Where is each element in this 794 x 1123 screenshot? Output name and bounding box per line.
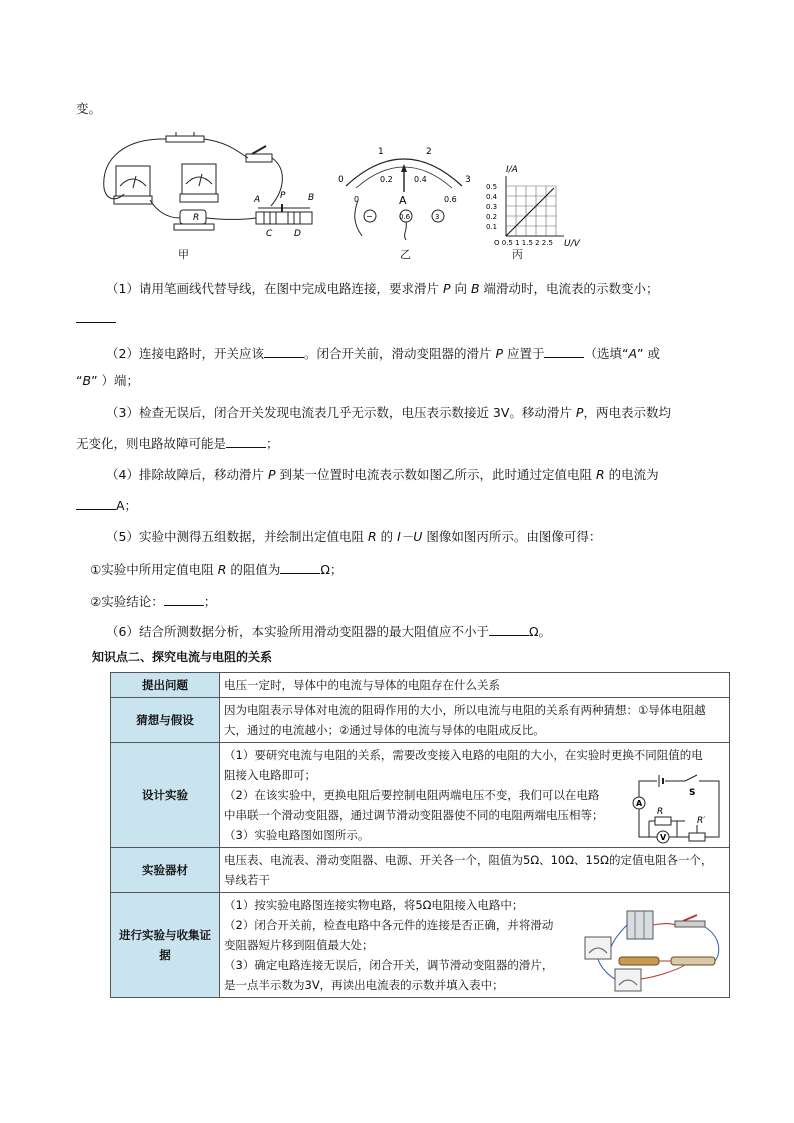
graph-y-tick-03: 0.3 [486, 203, 498, 211]
terminal-3: 3 [435, 213, 440, 221]
label-A: A [254, 195, 261, 205]
question-2: （2）连接电路时，开关应该 。闭合开关前，滑动变阻器的滑片 P 应置于 （选填“A” 或 [106, 346, 660, 361]
question-3: （3）检查无误后，闭合开关发现电流表几乎无示数，电压表示数接近 3V。移动滑片 P，两电表示数均 [106, 405, 671, 420]
question-4-blank[interactable] [76, 496, 116, 510]
table-row [111, 698, 730, 743]
terminal-minus: − [366, 212, 373, 221]
graph-y-tick-04: 0.4 [486, 193, 498, 201]
graph-x-ticks: O 0.5 1 1.5 2 2.5 [494, 239, 553, 247]
section-title: 知识点二、探究电流与电阻的关系 [92, 650, 273, 664]
table-head-cell: 进行实验与收集证据 [111, 893, 220, 998]
table-row [111, 848, 730, 893]
table-row [111, 743, 730, 848]
scale-bottom-04: 0.4 [414, 175, 427, 184]
table-body-cell: 电压一定时，导体中的电流与导体的电阻存在什么关系 [220, 673, 730, 698]
ammeter-unit: A [399, 194, 407, 207]
table-body-cell: 因为电阻表示导体对电流的阻碍作用的大小，所以电流与电阻的关系有两种猜想：①导体电阻越 大，通过的电流越小；②通过导体的电流与导体的电阻成反比。 [220, 698, 730, 743]
question-5-part-1: ①实验中所用定值电阻 R 的阻值为 Ω； [90, 562, 343, 577]
table-head-cell: 实验器材 [111, 848, 220, 893]
knowledge-table [110, 672, 730, 998]
apparatus-illustration [575, 907, 725, 997]
question-2-line-2: “B” ）端； [76, 373, 140, 388]
question-6-blank[interactable] [489, 622, 529, 636]
figure-jia-label: 甲 [178, 248, 189, 261]
question-2-blank-1[interactable] [264, 344, 304, 358]
circuit-label-Rp: R′ [697, 816, 706, 826]
question-1: （1）请用笔画线代替导线，在图中完成电路连接，要求滑片 P 向 B 端滑动时，电流表的示数变小； [106, 281, 659, 296]
question-5-blank-1[interactable] [280, 560, 320, 574]
question-6: （6）结合所测数据分析，本实验所用滑动变阻器的最大阻值应不小于 Ω。 [106, 624, 552, 639]
scale-bottom-02: 0.2 [380, 175, 393, 184]
question-4: （4）排除故障后，移动滑片 P 到某一位置时电流表示数如图乙所示，此时通过定值电阻 R 的电流为 [106, 467, 659, 482]
label-B: B [308, 193, 315, 203]
label-P: P [280, 191, 286, 201]
figure-yi-label: 乙 [400, 248, 411, 261]
terminal-06: 0.6 [399, 213, 411, 221]
circuit-diagram [627, 771, 723, 851]
question-3-blank[interactable] [226, 434, 266, 448]
question-1-answer-blank[interactable] [76, 310, 116, 323]
table-row [111, 673, 730, 698]
question-5-part-2: ②实验结论： ； [90, 594, 217, 609]
figure-yi-ammeter [334, 140, 474, 240]
table-head-cell: 提出问题 [111, 673, 220, 698]
intro-tail: 变。 [76, 101, 102, 116]
question-4-line-2: A； [76, 496, 137, 515]
scale-top-3: 3 [465, 175, 471, 185]
question-2-blank-2[interactable] [544, 344, 584, 358]
scale-top-1: 1 [378, 147, 384, 157]
figure-bing-graph [484, 162, 594, 248]
scale-bottom-zero: 0 [354, 195, 360, 204]
table-head-cell: 设计实验 [111, 743, 220, 848]
graph-y-tick-05: 0.5 [486, 183, 498, 191]
question-5: （5）实验中测得五组数据，并绘制出定值电阻 R 的 I－U 图像如图丙所示。由图像可得： [106, 529, 602, 544]
question-5-blank-2[interactable] [164, 592, 204, 606]
circuit-label-S: S [689, 788, 696, 798]
graph-y-tick-01: 0.1 [486, 223, 498, 231]
scale-top-2: 2 [426, 147, 432, 157]
circuit-label-V: V [660, 833, 667, 842]
label-R: R [193, 213, 200, 223]
scale-top-0: 0 [338, 175, 344, 185]
table-body-cell: （1）要研究电流与电阻的关系，需要改变接入电路的电阻的大小，在实验时更换不同阻值的电 阻接入电路即可； （2）在该实验中，更换电阻后要控制电阻两端电压不变，我们可以在电路 中串联一个滑动变阻器，通过调节滑动变阻器使不同的电阻两端电压相等； （3）实验电路图如图所示。 S A R R′ V [220, 743, 730, 848]
label-D: D [294, 229, 301, 238]
table-body-cell: 电压表、电流表、滑动变阻器、电源、开关各一个，阻值为5Ω、10Ω、15Ω的定值电阻各一个， 导线若干 [220, 848, 730, 893]
figure-jia-circuit [96, 128, 326, 238]
graph-y-tick-02: 0.2 [486, 213, 498, 221]
graph-y-label: I/A [506, 165, 518, 175]
scale-bottom-06: 0.6 [444, 195, 457, 204]
circuit-label-R: R [657, 807, 664, 817]
question-3-line-2: 无变化，则电路故障可能是 ； [76, 436, 279, 451]
graph-x-label: U/V [564, 239, 580, 248]
circuit-label-A: A [636, 799, 643, 808]
table-body-cell: （1）按实验电路图连接实物电路，将5Ω电阻接入电路中； （2）闭合开关前，检查电路中各元件的连接是否正确，并将滑动 变阻器短片移到阻值最大处； （3）确定电路连接无误后，闭合开关，调节滑动变阻器的滑片， 是一点半示数为3V，再读出电流表的示数并填入表中； [220, 893, 730, 998]
figure-bing-label: 丙 [512, 248, 523, 261]
table-row [111, 893, 730, 998]
label-C: C [266, 229, 273, 238]
table-head-cell: 猜想与假设 [111, 698, 220, 743]
